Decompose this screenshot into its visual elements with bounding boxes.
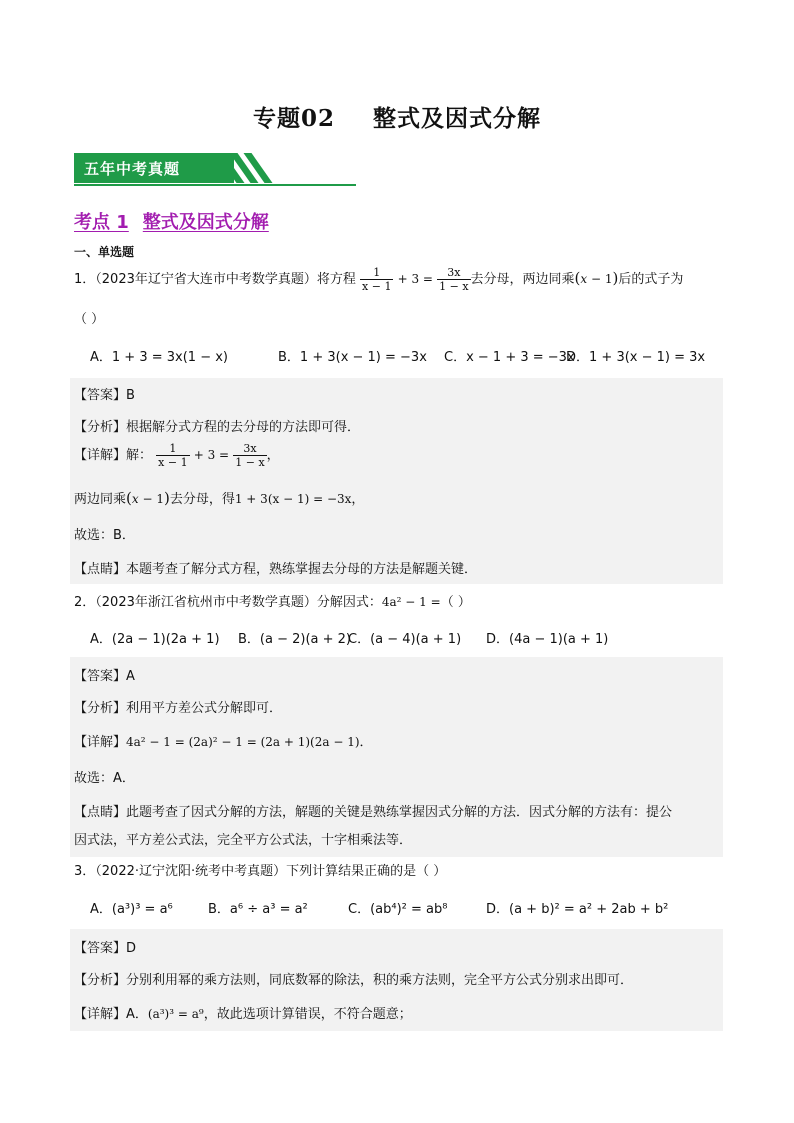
q2-option-b: B．(a − 2)(a + 2) xyxy=(238,632,351,647)
q3-answer: 【答案】D xyxy=(74,941,137,956)
kaodian-heading xyxy=(74,208,269,234)
banner-label: 五年中考真题 xyxy=(84,160,181,178)
title-prefix: 专题 xyxy=(252,106,301,132)
section-banner xyxy=(74,153,356,187)
q2-choose: 故选：A． xyxy=(74,771,135,786)
q3-text: 下列计算结果正确的是（ ） xyxy=(286,864,447,879)
section-heading: 一、单选题 xyxy=(74,245,135,259)
q1-text-after: 去分母，两边同乘 xyxy=(470,272,575,287)
question-1: 1．（2023年辽宁省大连市中考数学真题）将方程 $\frac{1}{x - 1}$ + 3 = $\frac{3x}{1 - x}$ 去分母，两边同乘(x − 1)后的式子为 xyxy=(74,266,684,293)
question-3 xyxy=(74,862,724,882)
title-number: 02 xyxy=(300,105,335,132)
q2-option-a: A．(2a − 1)(2a + 1) xyxy=(90,632,220,647)
q1-comment: 【点睛】本题考查了解分式方程，熟练掌握去分母的方法是解题关键． xyxy=(74,562,478,577)
q1-detail-line2-c: 1 + 3(x − 1) = −3x xyxy=(234,492,352,506)
q2-source: （2023年浙江省杭州市中考数学真题） xyxy=(95,595,317,610)
q1-option-d: D．1 + 3(x − 1) = 3x xyxy=(566,350,706,365)
q3-num: 3． xyxy=(74,864,96,879)
q1-fraction-left: $\frac{1}{x - 1}$ xyxy=(362,266,392,293)
q2-expr: 4a² − 1 = xyxy=(381,595,441,609)
q2-detail-label: 【详解】 xyxy=(74,735,127,750)
q1-option-b: B．1 + 3(x − 1) = −3x xyxy=(278,350,427,365)
q3-solution-box xyxy=(70,929,723,1031)
q1-detail-line2-end: ， xyxy=(351,492,365,507)
q2-detail-expr: 4a² − 1 = (2a)² − 1 = (2a + 1)(2a − 1) xyxy=(126,735,360,749)
q2-detail-end: ． xyxy=(359,735,373,750)
q2-option-d: D．(4a − 1)(a + 1) xyxy=(486,632,609,647)
q3-detail xyxy=(74,1003,412,1022)
q2-blank: （ ） xyxy=(440,595,471,610)
q1-detail-label: 【详解】解： xyxy=(74,448,153,463)
q1-fraction-right: $\frac{3x}{1 - x}$ xyxy=(439,266,469,293)
q3-option-a: A．(a³)³ = a⁶ xyxy=(90,902,173,917)
q1-detail: 【详解】解： $\frac{1}{x - 1}$ + 3 = $\frac{3x}{1 - x}$ ， xyxy=(74,442,280,469)
q3-analysis: 【分析】分别利用幂的乘方法则，同底数幂的除法，积的乘方法则，完全平方公式分别求出即可． xyxy=(74,973,634,988)
q3-detail-expr: (a³)³ = a⁹ xyxy=(147,1007,204,1021)
q1-text-end: 后的式子为 xyxy=(618,272,684,287)
q2-option-c: C．(a − 4)(a + 1) xyxy=(348,632,462,647)
title-name: 整式及因式分解 xyxy=(373,106,541,132)
q1-option-c: C．x − 1 + 3 = −3x xyxy=(444,350,575,365)
q3-option-b: B．a⁶ ÷ a³ = a² xyxy=(208,902,308,917)
q2-analysis: 【分析】利用平方差公式分解即可． xyxy=(74,701,283,716)
q1-solution-box xyxy=(70,378,723,584)
q2-comment-1: 【点睛】此题考查了因式分解的方法，解题的关键是熟练掌握因式分解的方法．因式分解的方法有：提公 xyxy=(74,805,673,820)
q1-num: 1． xyxy=(74,272,96,287)
q2-solution-box xyxy=(70,657,723,857)
q1-analysis: 【分析】根据解分式方程的去分母的方法即可得． xyxy=(74,420,361,435)
q2-comment-2: 因式法，平方差公式法，完全平方公式法，十字相乘法等． xyxy=(74,833,413,848)
q1-detail-line2-a: 两边同乘 xyxy=(74,492,127,507)
q1-detail-line2-b: 去分母，得 xyxy=(169,492,235,507)
q1-text-before: 将方程 xyxy=(316,272,356,287)
kaodian-name: 整式及因式分解 xyxy=(142,212,269,233)
q1-answer: 【答案】B xyxy=(74,388,135,403)
q3-option-c: C．(ab⁴)² = ab⁸ xyxy=(348,902,448,917)
q3-source: （2022·辽宁沈阳·统考中考真题） xyxy=(95,864,287,879)
q3-option-d: D．(a + b)² = a² + 2ab + b² xyxy=(486,902,669,917)
page-title xyxy=(0,100,794,133)
kaodian-label: 考点 1 xyxy=(74,212,129,233)
q1-detail-line2: 两边同乘(x − 1)去分母，得1 + 3(x − 1) = −3x， xyxy=(74,489,365,507)
q1-blank: （ ） xyxy=(74,312,105,327)
q2-detail xyxy=(74,731,373,750)
q1-option-a: A．1 + 3 = 3x(1 − x) xyxy=(90,350,228,365)
q2-num: 2． xyxy=(74,595,96,610)
q3-detail-end: ，故此选项计算错误，不符合题意； xyxy=(203,1007,412,1022)
q2-text: 分解因式： xyxy=(316,595,382,610)
q1-source: （2023年辽宁省大连市中考数学真题） xyxy=(95,272,317,287)
q3-detail-label: 【详解】A． xyxy=(74,1007,148,1022)
q1-choose: 故选：B． xyxy=(74,528,135,543)
q2-answer: 【答案】A xyxy=(74,669,135,684)
question-2 xyxy=(74,592,724,613)
